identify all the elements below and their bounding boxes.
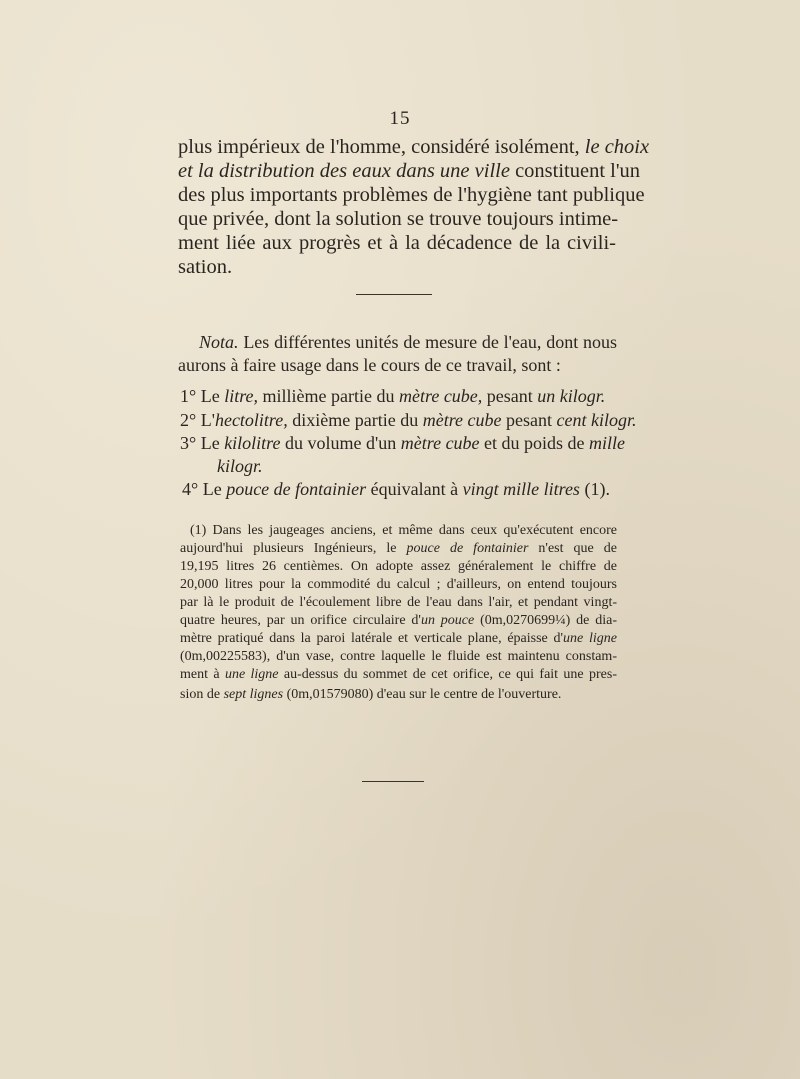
main-line: des plus importants problèmes de l'hygiène tant publique (178, 184, 645, 206)
footnote-line: mètre pratiqué dans la paroi latérale et verticale plane, épaisse d'une ligne (180, 631, 617, 646)
footnote-line: (1) Dans les jaugeages anciens, et même dans ceux qu'exécutent encore (190, 523, 617, 538)
footnote-line: aujourd'hui plusieurs Ingénieurs, le pouce de fontainier n'est que de (180, 541, 617, 556)
footnote-line: ment à une ligne au-dessus du sommet de cet orifice, ce qui fait une pres- (180, 667, 617, 682)
main-line: sation. (178, 256, 233, 278)
footnote-line: par là le produit de l'écoulement libre de l'eau dans l'air, et pendant vingt- (180, 595, 617, 610)
main-line: que privée, dont la solution se trouve toujours intime- (178, 208, 619, 230)
nota-line: aurons à faire usage dans le cours de ce travail, sont : (178, 355, 561, 375)
nota-line: Nota. Les différentes unités de mesure de l'eau, dont nous (199, 332, 617, 352)
unit-item: 1° Le litre, millième partie du mètre cube, pesant un kilogr. (180, 386, 606, 406)
footnote-line: 19,195 litres 26 centièmes. On adopte assez généralement le chiffre de (180, 559, 617, 574)
main-line: ment liée aux progrès et à la décadence de la civili- (178, 232, 616, 254)
main-line: et la distribution des eaux dans une ville constituent l'un (178, 160, 641, 182)
unit-item: 2° L'hectolitre, dixième partie du mètre cube pesant cent kilogr. (180, 410, 637, 430)
unit-item: 3° Le kilolitre du volume d'un mètre cube et du poids de mille (180, 433, 626, 453)
footnote-line: 20,000 litres pour la commodité du calcul ; d'ailleurs, on entend toujours (180, 577, 617, 592)
footnote-line: sion de sept lignes (0m,01579080) d'eau sur le centre de l'ouverture. (180, 687, 562, 702)
footnote-line: (0m,00225583), d'un vase, contre laquelle le fluide est maintenu constam- (180, 649, 617, 664)
main-line: plus impérieux de l'homme, considéré isolément, le choix (178, 136, 650, 158)
bottom-rule (362, 781, 424, 782)
footnote-line: quatre heures, par un orifice circulaire d'un pouce (0m,0270699¼) de dia- (180, 613, 617, 628)
unit-item: 4° Le pouce de fontainier équivalant à vingt mille litres (1). (182, 479, 610, 499)
separator-rule (356, 294, 432, 295)
page-number: 15 (389, 108, 411, 129)
unit-item-continuation: kilogr. (217, 456, 263, 476)
